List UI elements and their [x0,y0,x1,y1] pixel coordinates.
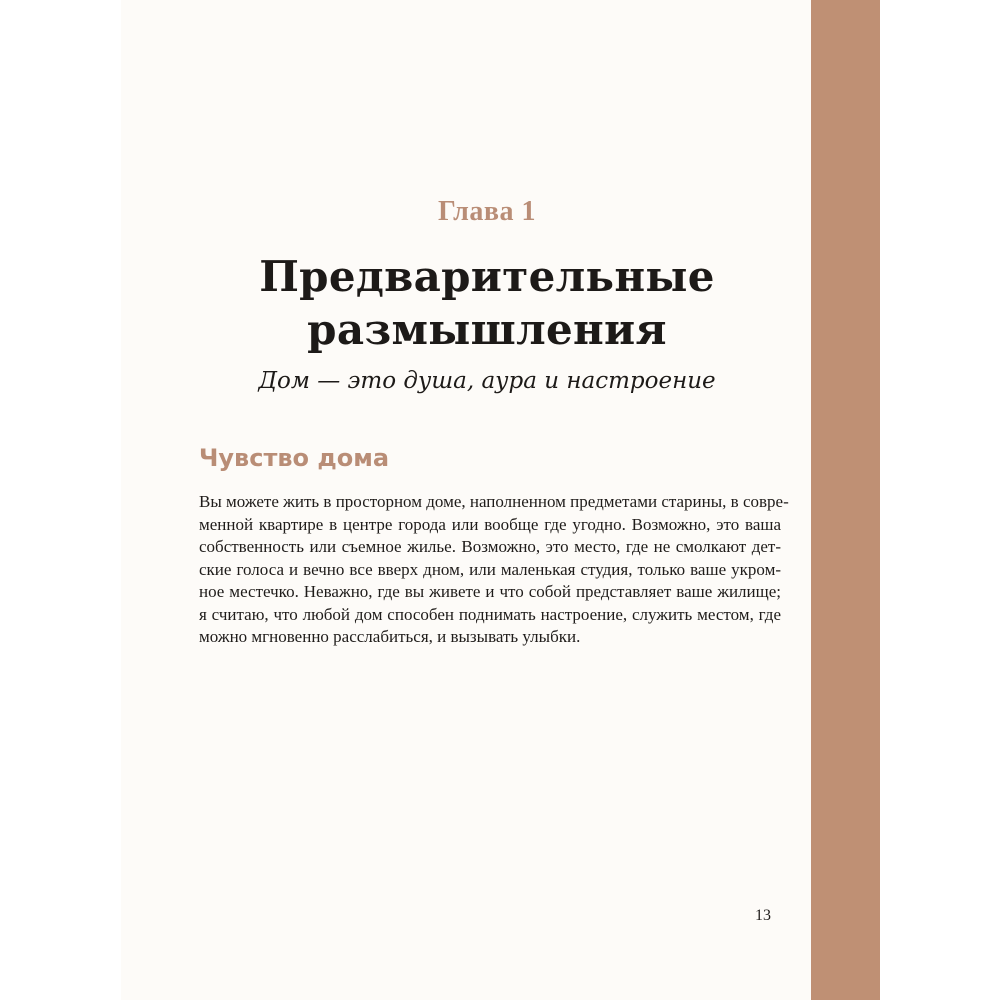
paragraph-line: можно мгновенно расслабиться, и вызывать улыбки. [199,627,581,646]
paragraph-line: ские голоса и вечно все вверх дном, или маленькая студия, только ваше укром- [199,559,781,579]
paragraph-line: менной квартире в центре города или вообще где угодно. Возможно, это ваша [199,514,781,534]
paragraph-line: я считаю, что любой дом способен поднимать настроение, служить местом, где [199,604,781,624]
chapter-subtitle: Дом — это душа, аура и настроение [258,368,716,394]
decorative-side-stripe [811,0,880,1000]
paragraph-line: собственность или съемное жилье. Возможно, это место, где не смолкают дет- [199,537,781,556]
chapter-label: Глава 1 [438,196,536,227]
paragraph-line: Вы можете жить в просторном доме, наполненном предметами старины, в совре- [199,492,789,511]
page-number: 13 [755,907,771,924]
body-paragraph [199,491,789,649]
chapter-title [121,250,853,356]
section-heading: Чувство дома [199,444,390,472]
chapter-title-line: Предварительные [259,252,715,301]
chapter-title-line: размышления [307,305,667,354]
paragraph-line: ное местечко. Неважно, где вы живете и что собой представляет ваше жилище; [199,582,781,601]
